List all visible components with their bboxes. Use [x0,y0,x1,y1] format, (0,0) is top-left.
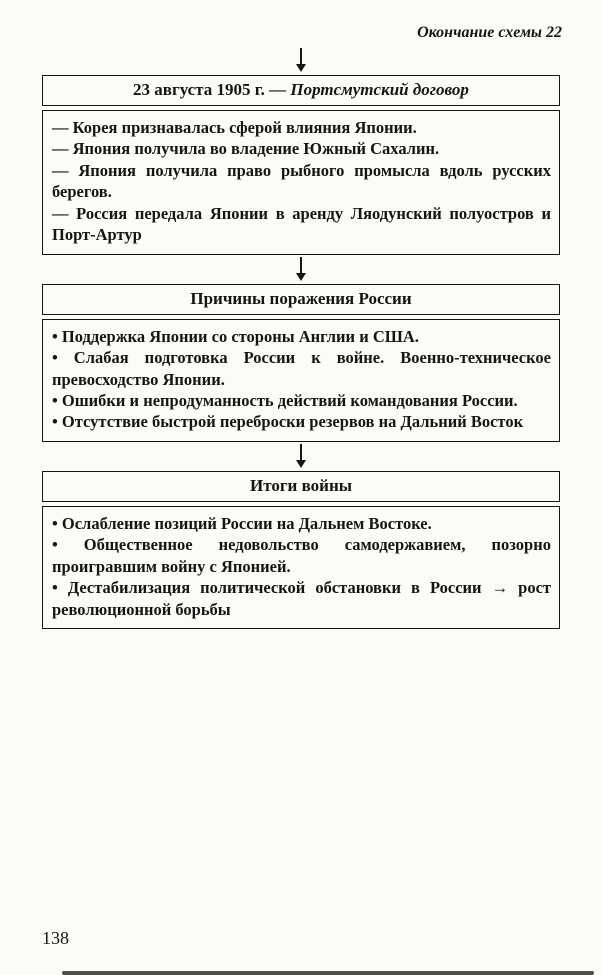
arrow-shaft [300,48,302,64]
list-item: • Поддержка Японии со стороны Англии и США. [52,326,419,346]
section-body [42,319,560,442]
arrow-head [296,273,306,281]
section-body [42,110,560,255]
section-portsmouth-treaty [42,75,560,255]
list-item: • Ошибки и непродуманность действий командования России. [52,390,518,410]
scan-edge [62,971,594,975]
list-item: — Япония получила право рыбного промысла вдоль русских берегов. [52,160,551,202]
list-item: — Япония получила во владение Южный Сахалин. [52,139,440,159]
section-war-results [42,471,560,629]
list-item: • Ослабление позиций России на Дальнем Востоке. [52,513,432,533]
section-defeat-reasons [42,284,560,442]
page-number: 138 [42,928,69,948]
down-arrow-icon [42,444,560,468]
down-arrow-icon [42,48,560,72]
list-item: • Слабая подготовка России к войне. Военно-техническое превосходство Японии. [52,348,551,389]
section-title [42,75,560,106]
section-body [42,506,560,629]
list-item: — Россия передала Японии в аренду Ляодунский полуостров и Порт-Артур [52,203,551,245]
list-item: • Отсутствие быстрой переброски резервов на Дальний Восток [52,412,524,432]
arrow-shaft [300,257,302,273]
arrow-shaft [300,444,302,460]
list-item: — Корея признавалась сферой влияния Японии. [52,118,417,137]
arrow-head [296,64,306,72]
scheme-continuation-note: Окончание схемы 22 [417,24,562,41]
scheme-22 [42,46,560,629]
section-title: Причины поражения России [42,284,560,315]
arrow-head [296,460,306,468]
section-title-date: 23 августа 1905 г. — [133,80,291,99]
section-title-treaty-name: Портсмутский договор [290,80,469,99]
list-item: • Общественное недовольство самодержавием, позорно проигравшим войну с Японией. [52,535,551,576]
down-arrow-icon [42,257,560,281]
section-title: Итоги войны [42,471,560,502]
list-item: • Дестабилизация политической обстановки в России → рост революционной борьбы [52,578,551,619]
